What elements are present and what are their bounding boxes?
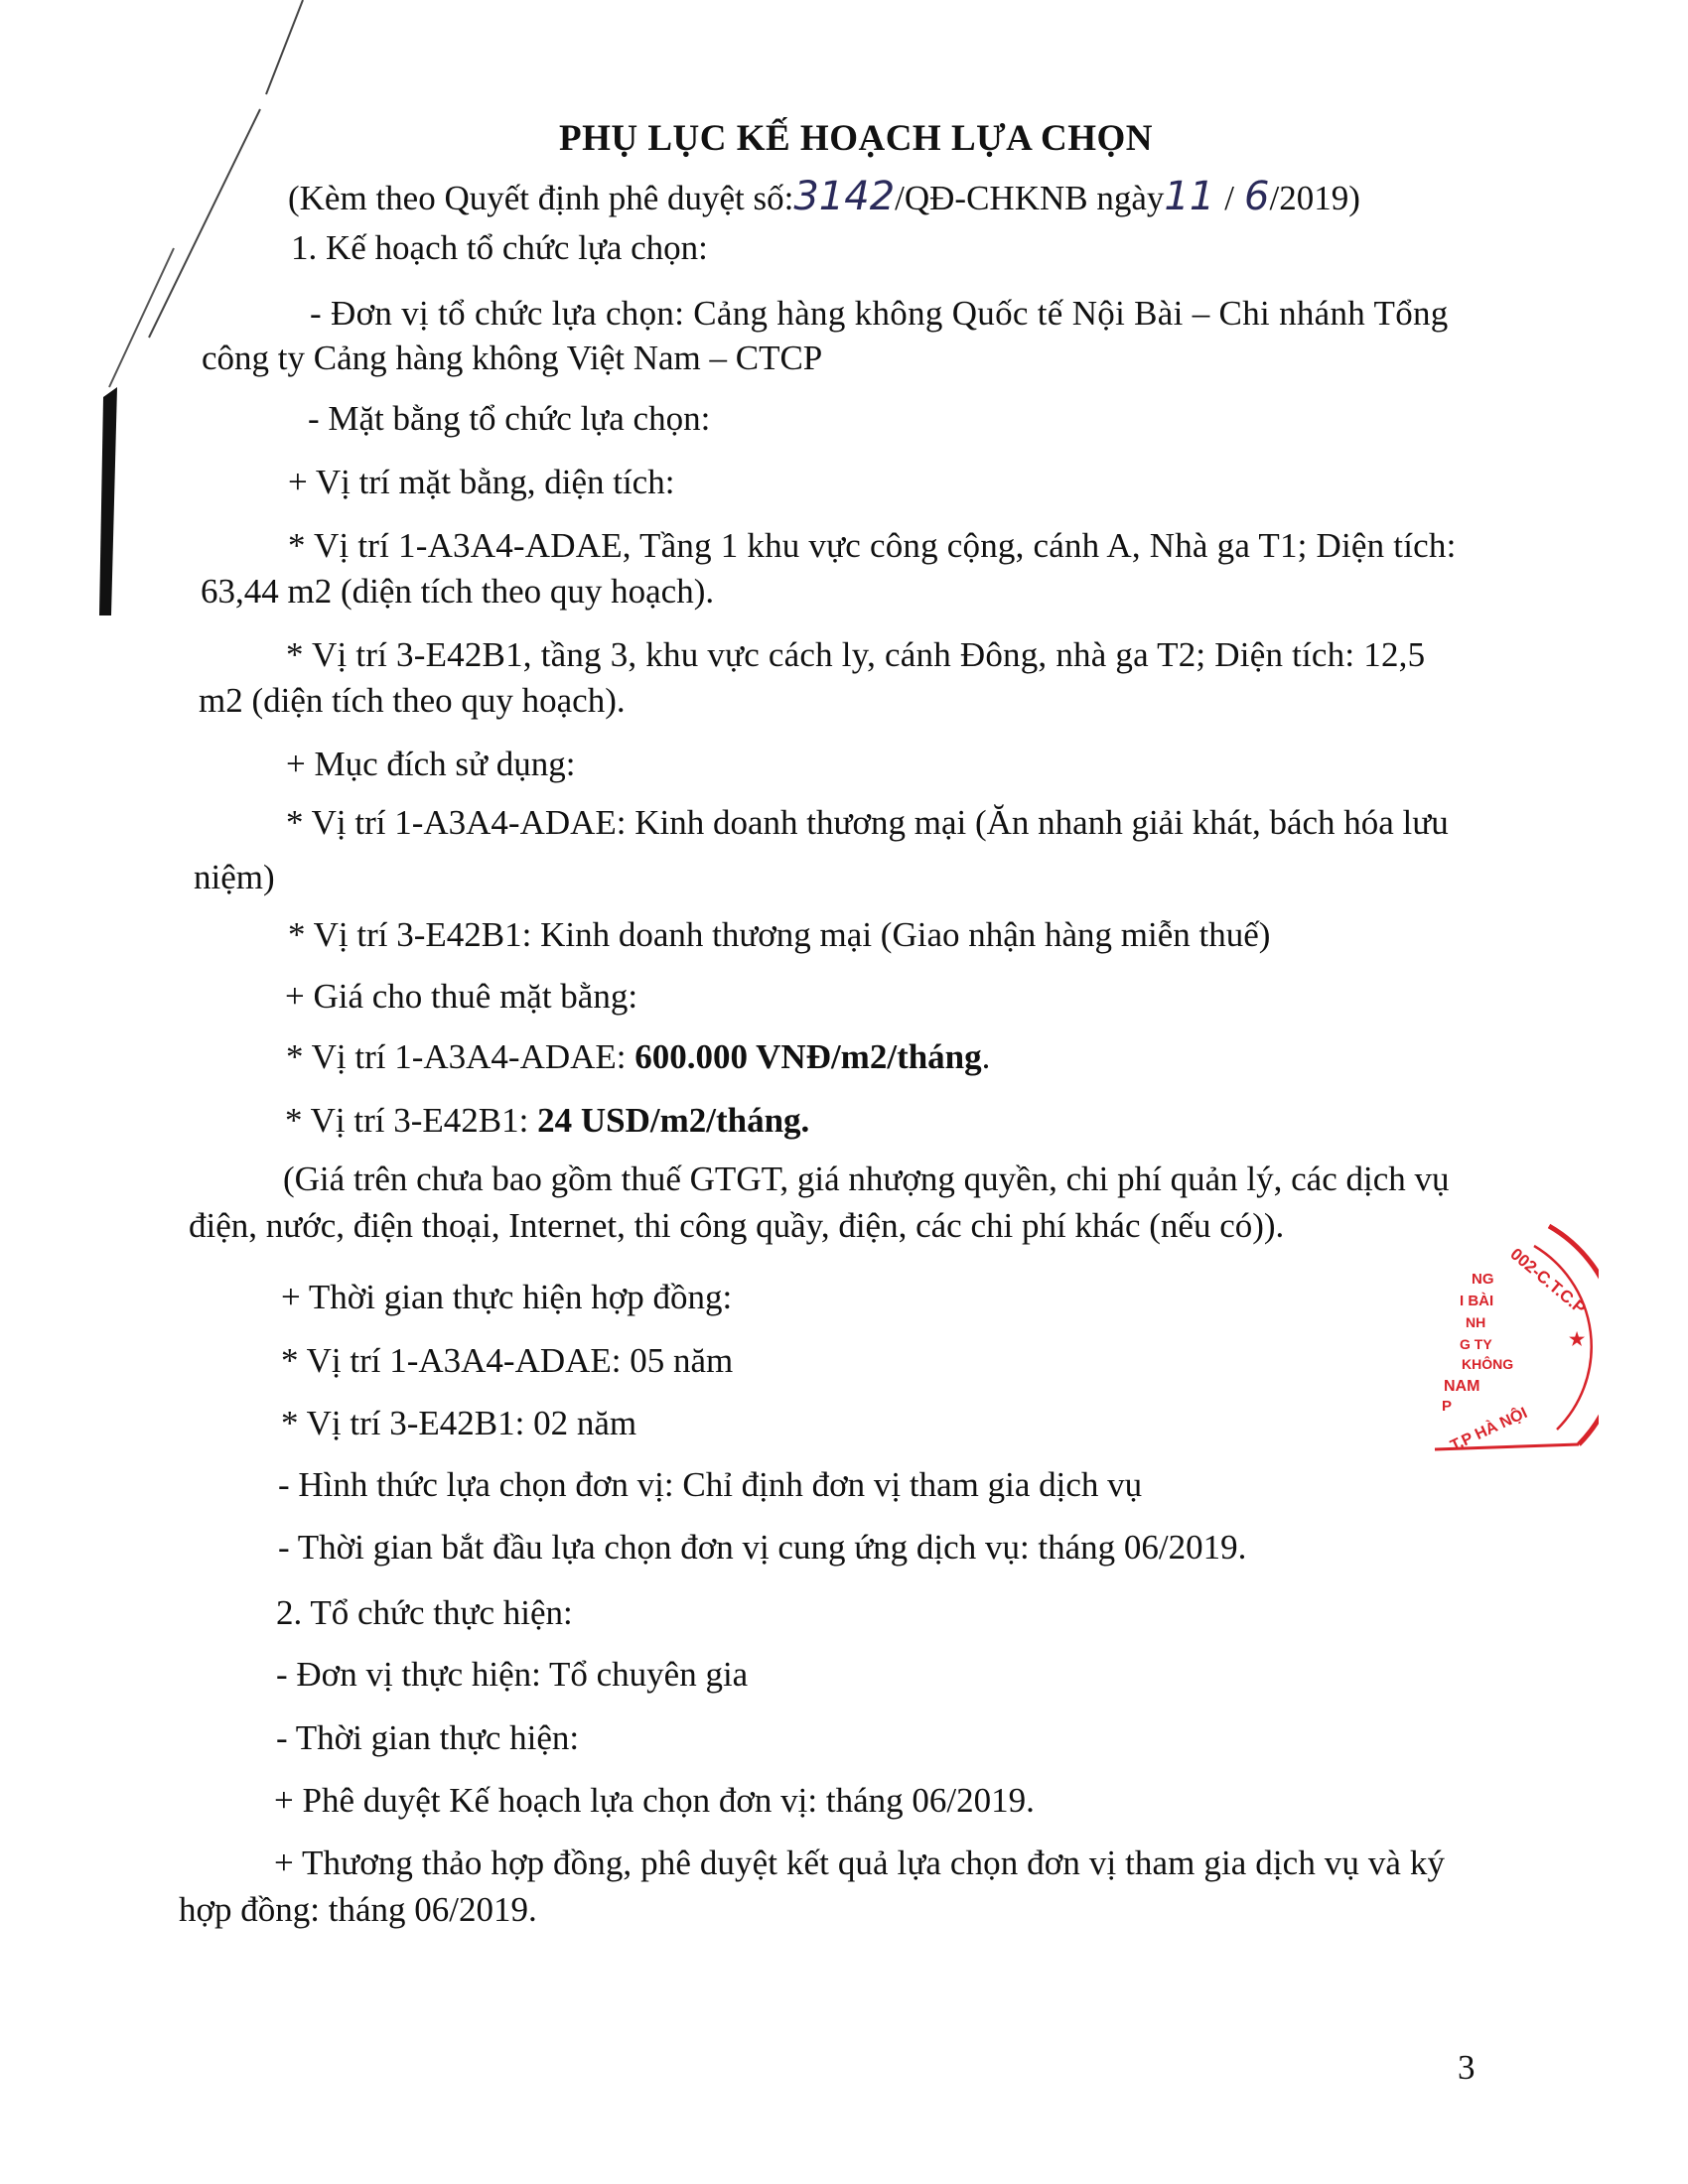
svg-text:P: P <box>1442 1398 1453 1415</box>
location1-line1: * Vị trí 1-A3A4-ADAE, Tầng 1 khu vực công cộng, cánh A, Nhà ga T1; Diện tích: <box>288 526 1457 565</box>
duration1: * Vị trí 1-A3A4-ADAE: 05 năm <box>281 1341 734 1380</box>
implementing-unit: - Đơn vị thực hiện: Tổ chuyên gia <box>276 1655 749 1694</box>
handwritten-day: 11 <box>1164 174 1215 219</box>
section2-heading: 2. Tổ chức thực hiện: <box>276 1593 573 1632</box>
page-title: PHỤ LỤC KẾ HOẠCH LỰA CHỌN <box>559 118 1154 159</box>
duration2: * Vị trí 3-E42B1: 02 năm <box>281 1404 637 1442</box>
attachment-reference <box>288 175 1360 220</box>
negotiation-line2: hợp đồng: tháng 06/2019. <box>179 1890 537 1929</box>
org-unit-line1: - Đơn vị tổ chức lựa chọn: Cảng hàng không Quốc tế Nội Bài – Chi nhánh Tổng <box>310 294 1449 333</box>
attachment-mid: /QĐ-CHKNB ngày <box>895 179 1165 217</box>
svg-text:NG: NG <box>1472 1271 1494 1288</box>
purpose1-line2: niệm) <box>194 858 275 896</box>
attachment-prefix: (Kèm theo Quyết định phê duyệt số: <box>288 179 794 217</box>
price1-end: . <box>981 1037 991 1076</box>
purpose-heading: + Mục đích sử dụng: <box>286 745 576 783</box>
location-heading: + Vị trí mặt bằng, diện tích: <box>288 463 675 501</box>
selection-start-time: - Thời gian bắt đầu lựa chọn đơn vị cung ứng dịch vụ: tháng 06/2019. <box>278 1528 1247 1567</box>
selection-form: - Hình thức lựa chọn đơn vị: Chỉ định đơn vị tham gia dịch vụ <box>278 1465 1143 1504</box>
price2-label: * Vị trí 3-E42B1: <box>285 1101 538 1140</box>
svg-text:NAM: NAM <box>1444 1378 1480 1395</box>
svg-text:I BÀI: I BÀI <box>1460 1293 1494 1309</box>
svg-text:002-C.T.C.P: 002-C.T.C.P <box>1506 1244 1590 1318</box>
price2 <box>285 1099 809 1143</box>
org-unit-line2: công ty Cảng hàng không Việt Nam – CTCP <box>202 339 823 377</box>
implementation-time-heading: - Thời gian thực hiện: <box>276 1718 580 1757</box>
purpose2: * Vị trí 3-E42B1: Kinh doanh thương mại (Giao nhận hàng miễn thuế) <box>288 915 1271 954</box>
location1-line2: 63,44 m2 (diện tích theo quy hoạch). <box>201 572 715 611</box>
price1-value: 600.000 VNĐ/m2/tháng <box>634 1037 982 1076</box>
date-separator: / <box>1224 179 1235 217</box>
handwritten-month: 6 <box>1244 174 1270 219</box>
plan-approval: + Phê duyệt Kế hoạch lựa chọn đơn vị: tháng 06/2019. <box>274 1781 1035 1820</box>
margin-scan-mark <box>0 0 318 615</box>
price1-label: * Vị trí 1-A3A4-ADAE: <box>286 1037 635 1076</box>
purpose1-line1: * Vị trí 1-A3A4-ADAE: Kinh doanh thương mại (Ăn nhanh giải khát, bách hóa lưu <box>286 803 1449 842</box>
svg-text:T.P HÀ NỘI: T.P HÀ NỘI <box>1448 1404 1530 1455</box>
section1-heading: 1. Kế hoạch tổ chức lựa chọn: <box>291 228 708 267</box>
attachment-year: /2019) <box>1269 179 1360 217</box>
duration-heading: + Thời gian thực hiện hợp đồng: <box>281 1278 733 1316</box>
svg-text:G TY: G TY <box>1460 1336 1492 1352</box>
premises-heading: - Mặt bằng tổ chức lựa chọn: <box>308 399 711 438</box>
location2-line1: * Vị trí 3-E42B1, tầng 3, khu vực cách ly, cánh Đông, nhà ga T2; Diện tích: 12,5 <box>286 635 1426 674</box>
location2-line2: m2 (diện tích theo quy hoạch). <box>199 681 626 720</box>
handwritten-decision-number: 3142 <box>793 174 896 219</box>
price-heading: + Giá cho thuê mặt bằng: <box>285 977 638 1016</box>
negotiation-line1: + Thương thảo hợp đồng, phê duyệt kết quả lựa chọn đơn vị tham gia dịch vụ và ký <box>274 1843 1446 1882</box>
page-number: 3 <box>1458 2048 1476 2087</box>
company-seal <box>1430 1206 1599 1464</box>
svg-text:NH: NH <box>1466 1314 1486 1330</box>
price-note-line2: điện, nước, điện thoại, Internet, thi công quầy, điện, các chi phí khác (nếu có)). <box>189 1206 1285 1245</box>
price1 <box>286 1035 990 1079</box>
price-note-line1: (Giá trên chưa bao gồm thuế GTGT, giá nhượng quyền, chi phí quản lý, các dịch vụ <box>283 1160 1450 1198</box>
svg-text:★: ★ <box>1569 1329 1586 1349</box>
price2-value: 24 USD/m2/tháng. <box>537 1101 810 1140</box>
svg-text:KHÔNG: KHÔNG <box>1462 1356 1514 1372</box>
